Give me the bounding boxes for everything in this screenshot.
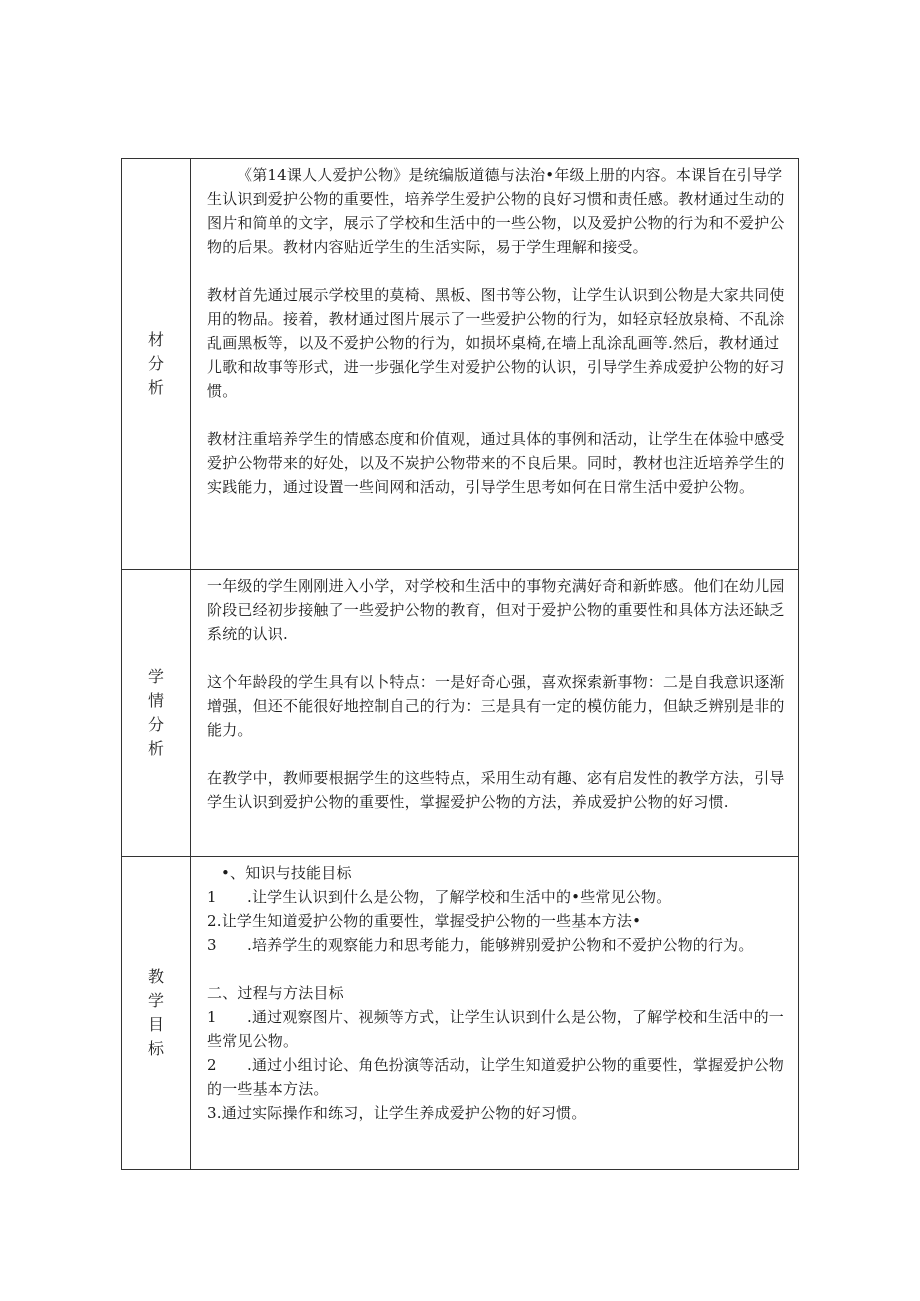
content-cell	[191, 159, 799, 570]
paragraph: 这个年龄段的学生具有以卜特点：一是好奇心强，喜欢探索新事物：二是自我意识逐渐增强，但还不能很好地控制自己的行为：三是具有一定的模仿能力，但缺乏辨别是非的能力。	[207, 673, 785, 739]
goal-text: 2.让学生知道爱护公物的重要性，掌握受护公物的一些基本方法•	[207, 912, 642, 930]
label-cell	[122, 570, 191, 857]
goal-text: .培养学生的观察能力和思考能力，能够辨别爱护公物和不爱护公物的行为。	[247, 936, 754, 954]
content-cell	[191, 570, 799, 857]
goal-item	[207, 1101, 792, 1125]
goal-item	[207, 1005, 792, 1053]
goal-text: .通过观察图片、视频等方式，让学生认识到什么是公物，了解学校和生活中的一些常见公物。	[207, 1008, 784, 1050]
paragraph: 教材首先通过展示学校里的莫椅、黑板、图书等公物，让学生认识到公物是大家共同使用的物品。接着，教材通过图片展示了一些爱护公物的行为，如轻京轻放泉椅、不乱涂乱画黑板等，以及不爱护公物的行为，如损坏桌椅,在墙上乱涂乱画等.然后，教材通过儿歌和故事等形式，进一步强化学生对爱护公物的认识，引导学生养成爱护公物的好习惯。	[207, 286, 785, 400]
goal-item	[207, 933, 792, 957]
goal-number: 3	[207, 936, 217, 954]
label-cell	[122, 159, 191, 570]
goal-number: 2	[207, 1056, 217, 1074]
paragraph: 教材注重培养学生的情感态度和价值观，通过具体的事例和活动，让学生在体验中感受爱护公物带来的好处，以及不炭护公物带来的不良后果。同时，教材也注近培养学生的实践能力，通过设置一些间网和活动，引导学生思考如何在日常生活中爱护公物。	[207, 430, 785, 496]
goal-text: .让学生认识到什么是公物，了解学校和生活中的•些常见公物。	[247, 888, 672, 906]
section-label: 材分析	[147, 330, 164, 397]
section-row-students	[122, 570, 799, 857]
section-row-material	[122, 159, 799, 570]
goal-number: 1	[207, 1008, 217, 1026]
lesson-plan-table	[121, 158, 799, 1170]
label-cell	[122, 857, 191, 1170]
goal-item	[207, 1053, 792, 1101]
section-row-goals	[122, 857, 799, 1170]
paragraph: 一年级的学生刚刚进入小学，对学校和生活中的事物充满好奇和新蚱感。他们在幼儿园阶段已经初步接触了一些爱护公物的教育，但对于爱护公物的重要性和具体方法还缺乏系统的认识.	[207, 577, 785, 643]
goal-number: 1	[207, 888, 217, 906]
content-cell	[191, 857, 799, 1170]
goal-heading: 二、过程与方法目标	[207, 984, 344, 1002]
goal-heading: •、知识与技能目标	[221, 864, 352, 882]
goal-text: .通过小组讨论、角色扮演等活动，让学生知道爱护公物的重要性，掌握爱护公物的一些基本方法。	[207, 1056, 784, 1098]
section-label: 学情分析	[147, 667, 164, 758]
section-label: 教学目标	[147, 967, 164, 1058]
goal-text: 3.通过实际操作和练习，让学生养成爱护公物的好习惯。	[207, 1104, 587, 1122]
paragraph: 在教学中，教师要根据学生的这些特点，采用生动有趣、宓有启发性的教学方法，引导学生认识到爱护公物的重要性，掌握爱护公物的方法，养成爱护公物的好习惯.	[207, 769, 785, 811]
goal-item	[207, 909, 792, 933]
paragraph: 《第14课人人爱护公物》是统编版道德与法治•年级上册的内容。本课旨在引导学生认识到爱护公物的重要性，培养学生爱护公物的良好习惯和责任感。教材通过生动的图片和简单的文字，展示了学校和生活中的一些公物，以及爱护公物的行为和不爱护公物的后果。教材内容贴近学生的生活实际，易于学生理解和接受。	[207, 166, 785, 256]
goal-item	[207, 885, 792, 909]
